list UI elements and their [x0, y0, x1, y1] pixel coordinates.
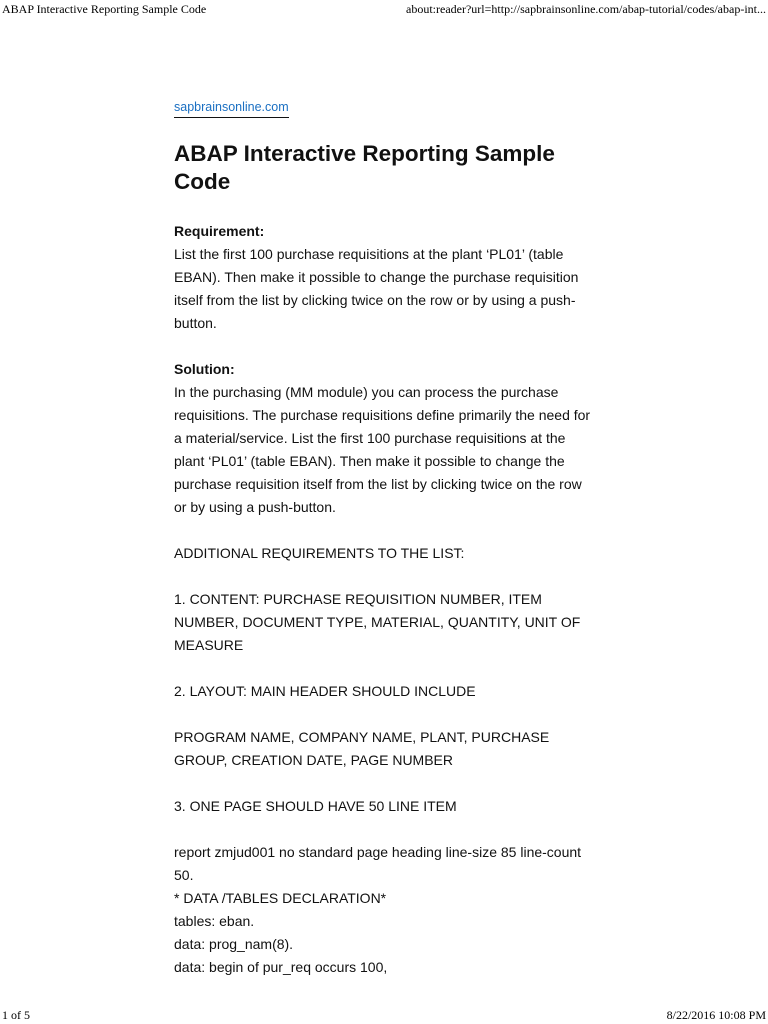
code-line: data: begin of pur_req occurs 100,	[174, 959, 388, 975]
code-line: data: prog_nam(8).	[174, 936, 294, 952]
code-line: tables: eban.	[174, 913, 255, 929]
print-header	[0, 2, 768, 18]
article-body	[174, 220, 594, 979]
print-header-url: about:reader?url=http://sapbrainsonline.com/abap-tutorial/codes/abap-int...	[406, 2, 766, 16]
requirement-heading: Requirement:	[174, 223, 265, 239]
requirement-paragraph	[174, 220, 594, 335]
requirement-text: List the first 100 purchase requisitions at the plant ‘PL01’ (table EBAN). Then make it possible to change the purchase requisition itself from the list by clicking twice on the row or by using a push-button.	[174, 246, 579, 331]
print-footer	[0, 1008, 768, 1024]
code-block	[174, 841, 594, 979]
article-title: ABAP Interactive Reporting Sample Code	[174, 141, 555, 194]
requirement-item-2-detail: PROGRAM NAME, COMPANY NAME, PLANT, PURCHASE GROUP, CREATION DATE, PAGE NUMBER	[174, 729, 550, 768]
requirement-item-3: 3. ONE PAGE SHOULD HAVE 50 LINE ITEM	[174, 798, 457, 814]
print-datetime: 8/22/2016 10:08 PM	[666, 1008, 766, 1022]
requirement-item-2: 2. LAYOUT: MAIN HEADER SHOULD INCLUDE	[174, 683, 476, 699]
code-line: report zmjud001 no standard page heading line-size 85 line-count 50.	[174, 844, 582, 883]
code-line: * DATA /TABLES DECLARATION*	[174, 890, 387, 906]
solution-heading: Solution:	[174, 361, 235, 377]
requirement-item-1: 1. CONTENT: PURCHASE REQUISITION NUMBER, ITEM NUMBER, DOCUMENT TYPE, MATERIAL, QUANTITY, UNIT OF MEASURE	[174, 591, 581, 653]
site-link[interactable]: sapbrainsonline.com	[174, 100, 289, 118]
page-number: 1 of 5	[2, 1008, 30, 1022]
additional-requirements-heading: ADDITIONAL REQUIREMENTS TO THE LIST:	[174, 545, 465, 561]
print-header-title: ABAP Interactive Reporting Sample Code	[2, 2, 207, 16]
solution-paragraph	[174, 358, 594, 519]
article	[174, 98, 594, 979]
solution-text: In the purchasing (MM module) you can process the purchase requisitions. The purchase requisitions define primarily the need for a material/service. List the first 100 purchase requisitions at the plant ‘PL01’ (table EBAN). Then make it possible to change the purchase requisition itself from the list by clicking twice on the row or by using a push-button.	[174, 384, 591, 515]
